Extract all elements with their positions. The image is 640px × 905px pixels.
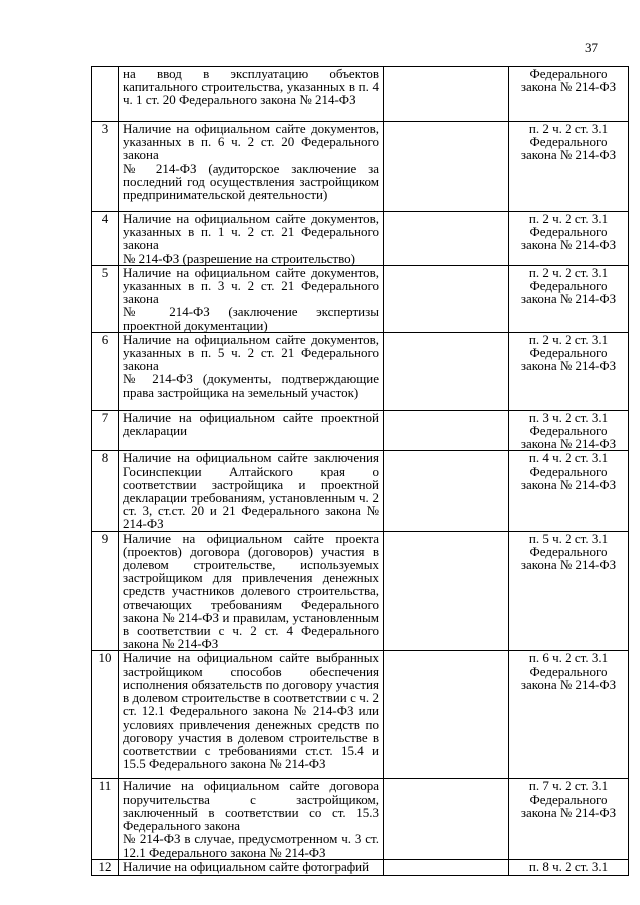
requirement-text	[119, 779, 384, 859]
legal-reference-line: Федерального	[529, 663, 608, 679]
requirement-text-line: Наличие на официальном сайте документов, указанных в п. 1 ч. 2 ст. 21 Федерального закона	[123, 211, 379, 253]
row-number: 12	[92, 859, 119, 875]
table-row	[92, 212, 629, 266]
legal-reference-line: п. 2 ч. 2 ст. 3.1	[528, 331, 609, 347]
legal-reference-line: п. 5 ч. 2 ст. 3.1	[528, 530, 609, 546]
requirement-text-line: Наличие на официальном сайте выбранных застройщиком способов обеспечения исполнения обязательств по договору участия в долевом строительстве в соответствии с ч. 2 ст. 12.1 Федерального закона № 214-ФЗ или условиях привлечения денежных средств по договору участия в долевом строительстве в соответствии с требованиями ст.ст. 15.4 и 15.5 Федерального закона № 214-ФЗ	[123, 650, 379, 772]
requirement-text	[119, 122, 384, 212]
requirement-text	[119, 531, 384, 651]
legal-reference-line: закона № 214-ФЗ	[520, 557, 617, 573]
requirement-text-line: Наличие на официальном сайте документов, указанных в п. 6 ч. 2 ст. 20 Федерального закона	[123, 121, 379, 163]
requirement-text-line: № 214-ФЗ (разрешение на строительство)	[123, 250, 355, 266]
table-row	[92, 531, 629, 651]
legal-reference	[509, 859, 629, 875]
requirement-text	[119, 332, 384, 410]
empty-cell	[384, 531, 509, 651]
table-row	[92, 451, 629, 531]
table-row	[92, 332, 629, 410]
legal-reference-line: п. 2 ч. 2 ст. 3.1	[528, 264, 609, 280]
requirement-text-line: Наличие на официальном сайте проектной декларации	[123, 409, 379, 439]
requirement-text	[119, 859, 384, 875]
requirement-text	[119, 265, 384, 332]
requirement-text-line: Наличие на официальном сайте фотографий	[123, 858, 370, 874]
legal-reference-line: закона № 214-ФЗ	[520, 804, 617, 820]
legal-reference-line: Федерального	[529, 224, 608, 240]
table-body	[92, 67, 629, 876]
legal-reference	[509, 410, 629, 451]
requirement-text	[119, 410, 384, 451]
requirement-text	[119, 451, 384, 531]
row-number: 4	[92, 212, 119, 266]
empty-cell	[384, 859, 509, 875]
table-row	[92, 779, 629, 859]
legal-reference	[509, 651, 629, 779]
row-number: 6	[92, 332, 119, 410]
legal-reference-line: п. 4 ч. 2 ст. 3.1	[528, 450, 609, 466]
legal-reference	[509, 67, 629, 122]
table-row	[92, 651, 629, 779]
row-number: 3	[92, 122, 119, 212]
row-number	[92, 67, 119, 122]
legal-reference-line: закона № 214-ФЗ	[520, 676, 617, 692]
requirement-text-line: № 214-ФЗ в случае, предусмотренном ч. 3 ст. 12.1 Федерального закона № 214-ФЗ	[123, 831, 379, 860]
legal-reference-line: закона № 214-ФЗ	[520, 147, 617, 163]
row-number: 11	[92, 779, 119, 859]
page-number: 37	[585, 40, 598, 55]
legal-reference-line: закона № 214-ФЗ	[520, 237, 617, 253]
legal-reference-line: п. 2 ч. 2 ст. 3.1	[528, 211, 609, 226]
legal-reference-line: закона № 214-ФЗ	[520, 291, 617, 307]
legal-reference-line: Федерального	[529, 278, 608, 294]
requirement-text-line: Наличие на официальном сайте документов, указанных в п. 5 ч. 2 ст. 21 Федерального закона	[123, 331, 379, 374]
legal-reference-line: п. 8 ч. 2 ст. 3.1	[528, 858, 609, 874]
row-number: 7	[92, 410, 119, 451]
empty-cell	[384, 265, 509, 332]
legal-reference-line: Федерального	[529, 134, 608, 150]
table-row	[92, 859, 629, 875]
table-row	[92, 265, 629, 332]
legal-reference-line: п. 2 ч. 2 ст. 3.1	[528, 121, 609, 136]
empty-cell	[384, 122, 509, 212]
legal-reference-line: Федерального	[529, 463, 608, 479]
legal-reference-line: закона № 214-ФЗ	[520, 476, 617, 492]
legal-reference-line: п. 3 ч. 2 ст. 3.1	[528, 409, 609, 425]
table-row	[92, 67, 629, 122]
row-number: 9	[92, 531, 119, 651]
empty-cell	[384, 332, 509, 410]
legal-reference	[509, 122, 629, 212]
empty-cell	[384, 67, 509, 122]
requirement-text-line: на ввод в эксплуатацию объектов капитального строительства, указанных в п. 4 ч. 1 ст. 20 Федерального закона № 214-ФЗ	[123, 66, 379, 108]
empty-cell	[384, 779, 509, 859]
empty-cell	[384, 451, 509, 531]
legal-reference-line: закона № 214-ФЗ	[520, 79, 617, 95]
requirement-text-line: № 214-ФЗ (документы, подтверждающие права застройщика на земельный участок)	[123, 371, 379, 400]
legal-reference-line: Федерального	[529, 791, 608, 807]
legal-reference-line: Федерального	[529, 66, 608, 81]
requirements-table	[91, 66, 629, 876]
requirement-text	[119, 67, 384, 122]
empty-cell	[384, 212, 509, 266]
legal-reference	[509, 332, 629, 410]
requirement-text-line: Наличие на официальном сайте заключения Госинспекции Алтайского края о соответствии застройщика и проектной декларации требованиям, установленным ч. 2 ст. 3, ст.ст. 20 и 21 Федерального закона № 214-ФЗ	[123, 450, 379, 532]
legal-reference	[509, 531, 629, 651]
requirement-text	[119, 212, 384, 266]
legal-reference	[509, 779, 629, 859]
legal-reference-line: п. 6 ч. 2 ст. 3.1	[528, 650, 609, 666]
legal-reference-line: закона № 214-ФЗ	[520, 358, 617, 374]
legal-reference-line: Федерального	[529, 345, 608, 361]
requirement-text-line: Наличие на официальном сайте документов, указанных в п. 3 ч. 2 ст. 21 Федерального закона	[123, 264, 379, 307]
requirement-text-line: № 214-ФЗ (заключение экспертизы проектной документации)	[123, 304, 379, 333]
table-row	[92, 410, 629, 451]
requirement-text-line: Наличие на официальном сайте проекта (проектов) договора (договоров) участия в долевом строительстве, используемых застройщиком для привлечения денежных средств участников долевого строительства, отвечающих требованиям Федерального закона № 214-ФЗ и правилам, установленным в соответствии с ч. 2 ст. 4 Федерального закона № 214-ФЗ	[123, 530, 379, 652]
row-number: 5	[92, 265, 119, 332]
legal-reference-line: п. 7 ч. 2 ст. 3.1	[528, 778, 609, 794]
empty-cell	[384, 651, 509, 779]
requirement-text	[119, 651, 384, 779]
legal-reference	[509, 451, 629, 531]
legal-reference-line: Федерального	[529, 543, 608, 559]
legal-reference-line: закона № 214-ФЗ	[520, 436, 617, 452]
requirement-text-line: Наличие на официальном сайте договора поручительства с застройщиком, заключенный в соответствии со ст. 15.3 Федерального закона	[123, 778, 379, 834]
legal-reference	[509, 212, 629, 266]
table-row	[92, 122, 629, 212]
legal-reference-line: Федерального	[529, 423, 608, 439]
row-number: 8	[92, 451, 119, 531]
empty-cell	[384, 410, 509, 451]
requirement-text-line: № 214-ФЗ (аудиторское заключение за последний год осуществления застройщиком предпринимательской деятельности)	[123, 160, 379, 203]
row-number: 10	[92, 651, 119, 779]
legal-reference	[509, 265, 629, 332]
